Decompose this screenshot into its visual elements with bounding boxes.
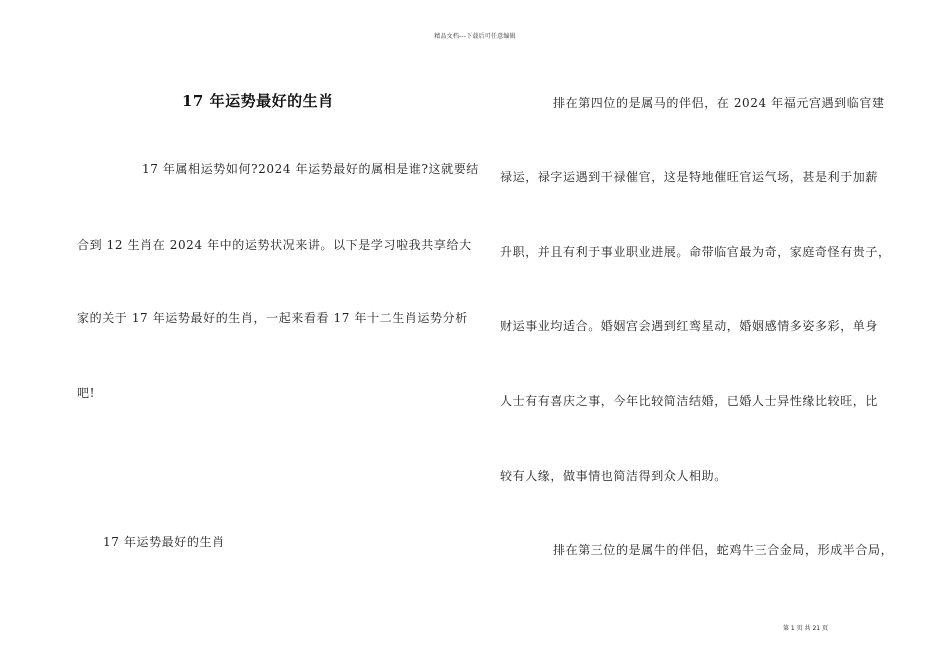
- header-note: 精品文档---下载后可任意编辑: [434, 33, 516, 40]
- body-line-6: 较有人缘，做事情也简洁得到众人相助。: [500, 469, 727, 483]
- body-line-2: 禄运，禄字运遇到干禄催官，这是特地催旺官运气场，甚是利于加薪: [500, 170, 879, 184]
- body-line-7: 排在第三位的是属牛的伴侣，蛇鸡牛三合金局，形成半合局，: [553, 543, 894, 557]
- intro-line-4: 吧!: [77, 386, 96, 400]
- body-line-3: 升职，并且有利于事业职业进展。命带临官最为奇，家庭奇怪有贵子，: [500, 245, 891, 259]
- intro-line-2: 合到 12 生肖在 2024 年中的运势状况来讲。以下是学习啦我共享给大: [77, 238, 472, 252]
- body-line-5: 人士有有喜庆之事，今年比较简洁结婚，已婚人士异性缘比较旺，比: [500, 394, 879, 408]
- body-line-1: 排在第四位的是属马的伴侣，在 2024 年福元宫遇到临官建: [553, 96, 885, 110]
- page-number: 第 1 页 共 21 页: [783, 625, 828, 632]
- section-subheading: 17 年运势最好的生肖: [103, 535, 225, 549]
- intro-line-3: 家的关于 17 年运势最好的生肖，一起来看看 17 年十二生肖运势分析: [77, 311, 468, 325]
- body-line-4: 财运事业均适合。婚姻宫会遇到红鸾星动，婚姻感情多姿多彩，单身: [500, 319, 879, 333]
- intro-line-1: 17 年属相运势如何?2024 年运势最好的属相是谁?这就要结: [142, 162, 479, 176]
- document-title: 17 年运势最好的生肖: [182, 92, 334, 110]
